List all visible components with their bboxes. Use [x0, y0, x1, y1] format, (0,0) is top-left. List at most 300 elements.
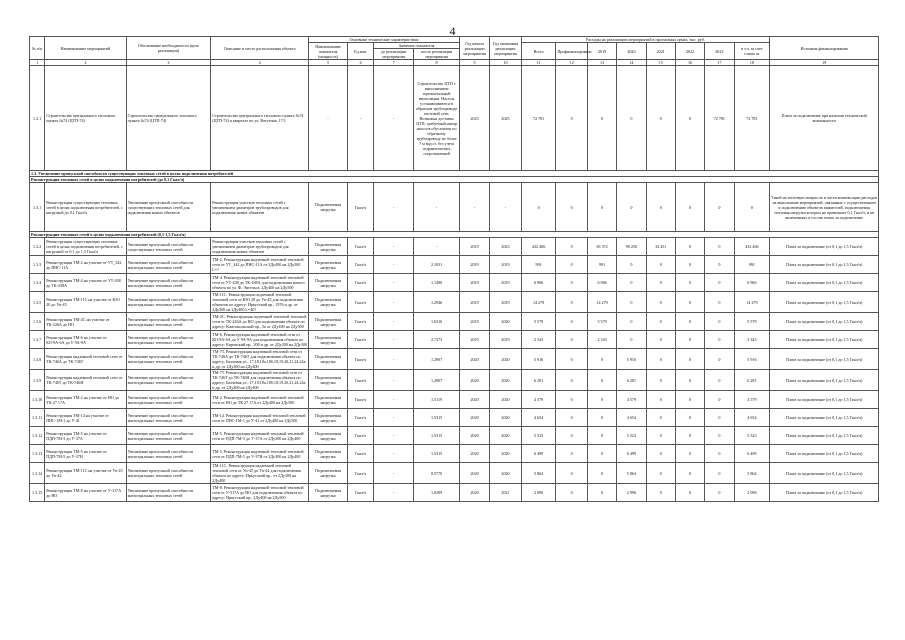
cell-description: ТМ-2. Реконструкция надземной тепловой тепловой сети от НО до ТК 27 17А от 2Ду400 на 2Ду500: [211, 391, 309, 409]
cell-justification: Увеличение пропускной способности магистральных тепловых сетей: [126, 256, 211, 274]
cell-source: Плата за подключение (от 0,1 до 1,5 Гкал/ч): [770, 427, 879, 445]
cell-2019: 5 579: [587, 313, 616, 331]
cell-2023: 0: [705, 183, 734, 232]
cell-year-end: 2019: [490, 292, 521, 313]
col-index: 2: [45, 60, 126, 66]
cell-tech-after: 2,1031: [414, 256, 460, 274]
cell-year-end: 2020: [490, 391, 521, 409]
cell-year-start: -: [459, 183, 489, 232]
cell-tech-unit: Гкал/ч: [348, 183, 374, 232]
cell-source: Плата за подключение (от 0,1 до 1,5 Гкал/ч): [770, 463, 879, 484]
cell-done: 0: [556, 331, 587, 349]
cell-done: 0: [556, 256, 587, 274]
header-justification: Обоснование необходимости (цель реализации): [126, 37, 211, 60]
cell-tech-after: -: [414, 183, 460, 232]
col-index: 10: [490, 60, 521, 66]
cell-tariff: 4 579: [734, 391, 770, 409]
cell-tech-before: -: [374, 427, 414, 445]
cell-year-start: 2023: [459, 66, 489, 171]
cell-2023: 0: [705, 427, 734, 445]
col-index: 14: [617, 60, 646, 66]
cell-2020: 90 250: [617, 238, 646, 256]
cell-justification: Увеличение пропускной способности магистральных тепловых сетей: [126, 331, 211, 349]
table-row: [30, 256, 879, 274]
cell-2021: 0: [646, 313, 675, 331]
cell-year-start: 2020: [459, 463, 489, 484]
cell-year-start: 2019: [459, 238, 489, 256]
cell-tech-name: Подключаемая нагрузка: [308, 331, 347, 349]
header-tech-group: Основные технические характеристики: [308, 37, 459, 43]
cell-tech-name: Подключаемая нагрузка: [308, 183, 347, 232]
cell-source: Плата за подключение (от 0,1 до 1,5 Гкал/ч): [770, 484, 879, 502]
cell-2019: 0: [587, 183, 616, 232]
header-year-end: Год окончания реализации мероприятия: [490, 37, 521, 60]
cell-done: 0: [556, 409, 587, 427]
table-row: [30, 391, 879, 409]
cell-name: Реконструкция ТМ-8 на участке от У-317А до НО: [45, 484, 126, 502]
cell-2023: 0: [705, 313, 734, 331]
cell-tech-name: Подключаемая нагрузка: [308, 463, 347, 484]
cell-source: Плата за подключение при наличии технической возможности: [770, 66, 879, 171]
cell-source: Плата за подключение (от 0,1 до 1,5 Гкал/ч): [770, 370, 879, 391]
cell-done: 0: [556, 391, 587, 409]
cell-tech-unit: Гкал/ч: [348, 484, 374, 502]
cell-tech-name: Подключаемая нагрузка: [308, 409, 347, 427]
cell-source: Плата за подключение (от 0,1 до 1,5 Гкал/ч): [770, 391, 879, 409]
cell-tech-unit: Гкал/ч: [348, 391, 374, 409]
header-year-start: Год начала реализации мероприятия: [459, 37, 489, 60]
cell-tech-after: 1,0299: [414, 484, 460, 502]
cell-tech-name: Подключаемая нагрузка: [308, 256, 347, 274]
cell-description: ТМ-5. Реконструкция надземной тепловой тепловой сети от ПДП-7М-3 до У-37А от 2Ду300 на 2Ду400: [211, 427, 309, 445]
header-2020: 2020: [617, 43, 646, 60]
cell-done: 0: [556, 274, 587, 292]
cell-tech-unit: Гкал/ч: [348, 349, 374, 370]
header-costs-group: Расходы на реализацию мероприятий в прогнозных ценах, тыс. руб.: [521, 37, 770, 43]
cell-tech-unit: Гкал/ч: [348, 292, 374, 313]
cell-tech-before: -: [374, 484, 414, 502]
cell-year-start: 2019: [459, 274, 489, 292]
cell-tariff: 5 523: [734, 427, 770, 445]
cell-description: ТМ-11С. Реконструкция подземной тепловой тепловой сети от ЮО 20 до Уп-45 для подключения объектов по адресу: Иркутский пр., 1976 и др. от 2Ду300 на 2Ду400 L=40?: [211, 292, 309, 313]
table-row: [30, 313, 879, 331]
header-cost-total: Всего: [521, 43, 556, 60]
cell-2019: 2 343: [587, 331, 616, 349]
cell-tech-unit: Гкал/ч: [348, 256, 374, 274]
cell-year-start: 2019: [459, 292, 489, 313]
cell-name: Реконструкция ТМ-11С на участке от ЮО 20 до Уп-45: [45, 292, 126, 313]
table-row: [30, 331, 879, 349]
cell-source: Плата за подключение (от 0,1 до 1,5 Гкал/ч): [770, 274, 879, 292]
cell-num: 1.3.6: [30, 313, 45, 331]
cell-tech-before: -: [374, 256, 414, 274]
cell-2022: 0: [675, 484, 704, 502]
cell-2021: 0: [646, 445, 675, 463]
cell-2023: 0: [705, 445, 734, 463]
cell-year-end: 2020: [490, 313, 521, 331]
cell-2021: 0: [646, 409, 675, 427]
cell-year-end: 2020: [490, 427, 521, 445]
cell-description: Реконструкция участков тепловых сетей с увеличением диаметров трубопроводов для подключения новых объектов: [211, 183, 309, 232]
cell-done: 0: [556, 66, 587, 171]
cell-total: 5 864: [521, 463, 556, 484]
cell-tech-after: 1,5315: [414, 427, 460, 445]
col-index: 5: [308, 60, 347, 66]
cell-justification: Увеличение пропускной способности существующих тепловых сетей для подключения новых объектов: [126, 183, 211, 232]
cell-source: Плата за подключение (от 0,1 до 1,5 Гкал/ч): [770, 256, 879, 274]
cell-2020: 0: [617, 292, 646, 313]
col-index: 11: [521, 60, 556, 66]
cell-description: ТМ-2С. Реконструкция подземной тепловой тепловой сети от ТК-226А до НО для подключения объекта по адресу: Комсомольский пр., 5а от 2Ду400 на 2Ду500: [211, 313, 309, 331]
cell-tech-unit: Гкал/ч: [348, 274, 374, 292]
col-index: 7: [374, 60, 414, 66]
table-row: [30, 427, 879, 445]
cell-2021: 0: [646, 463, 675, 484]
cell-tech-unit: Гкал/ч: [348, 463, 374, 484]
cell-year-end: 2020: [490, 349, 521, 370]
cell-year-start: 2020: [459, 484, 489, 502]
cell-name: Реконструкция существующих тепловых сетей в целях подключения потребителей, с нагрузкой до 0,1 Гкал/ч: [45, 183, 126, 232]
cell-tariff: 72 781: [734, 66, 770, 171]
cell-tech-name: Подключаемая нагрузка: [308, 238, 347, 256]
cell-justification: Увеличение пропускной способности магистральных тепловых сетей: [126, 292, 211, 313]
cell-description: ТМ-2. Реконструкция надземной тепловой тепловой сети от УТ_342 до ПНС-11А от 2Ду400 на 2Ду500 L=?: [211, 256, 309, 274]
cell-tech-name: Подключаемая нагрузка: [308, 292, 347, 313]
cell-tech-before: -: [374, 183, 414, 232]
cell-2019: 0: [587, 370, 616, 391]
cell-done: 0: [556, 292, 587, 313]
header-cost-done: Профинансировано: [556, 43, 587, 60]
header-num: № п/п: [30, 37, 45, 60]
cell-description: Реконструкция участков тепловых сетей с увеличением диаметров трубопроводов для подключения новых объектов: [211, 238, 309, 256]
cell-name: Реконструкция существующих тепловых сетей в целях подключения потребителей, с нагрузкой от 0,1 до 1,5 Гкал/ч: [45, 238, 126, 256]
cell-source: Плата за подключение (от 0,1 до 1,5 Гкал/ч): [770, 349, 879, 370]
cell-tech-before: -: [374, 370, 414, 391]
cell-num: 1.3.9: [30, 370, 45, 391]
col-index: 9: [459, 60, 489, 66]
cell-2021: 0: [646, 391, 675, 409]
cell-2021: 0: [646, 183, 675, 232]
cell-done: 0: [556, 484, 587, 502]
cell-tariff: 4 654: [734, 409, 770, 427]
cell-tech-after: 1,2946: [414, 292, 460, 313]
cell-2019: 0: [587, 391, 616, 409]
cell-tech-unit: Гкал/ч: [348, 313, 374, 331]
cell-justification: Увеличение пропускной способности магистральных тепловых сетей: [126, 484, 211, 502]
cell-num: 1.3.2: [30, 238, 45, 256]
cell-2023: 0: [705, 463, 734, 484]
cell-2022: 0: [675, 66, 704, 171]
cell-2020: 4 654: [617, 409, 646, 427]
cell-year-end: 2020: [490, 445, 521, 463]
table-row: [30, 274, 879, 292]
cell-total: 4 579: [521, 391, 556, 409]
cell-2020: 0: [617, 331, 646, 349]
cell-2022: 0: [675, 409, 704, 427]
cell-description: ТМ-11С. Реконструкция надземной тепловой тепловой сети от Уп-45 до Уп-44 для подключения объекта по адресу: Иркутский пр., от 2Ду300 на 2Ду400: [211, 463, 309, 484]
cell-2021: 0: [646, 274, 675, 292]
table-row: [30, 445, 879, 463]
cell-2019: 991: [587, 256, 616, 274]
section-title: Реконструкция тепловых сетей в целях подключения потребителей (0,1-1,5 Гкал/ч): [30, 232, 879, 238]
cell-source: Плата за подключение (от 0,1 до 1,5 Гкал/ч): [770, 331, 879, 349]
cell-justification: Увеличение пропускной способности магистральных тепловых сетей: [126, 370, 211, 391]
cell-justification: Увеличение пропускной способности магистральных тепловых сетей: [126, 274, 211, 292]
table-row: [30, 238, 879, 256]
cell-2020: 6 499: [617, 445, 646, 463]
cell-tech-before: -: [374, 66, 414, 171]
cell-num: 1.3.15: [30, 484, 45, 502]
cell-2019: 65 372: [587, 238, 616, 256]
cell-tech-before: -: [374, 274, 414, 292]
cell-num: 1.3.14: [30, 463, 45, 484]
cell-tech-unit: Гкал/ч: [348, 331, 374, 349]
cell-2023: 0: [705, 349, 734, 370]
table-row: [30, 183, 879, 232]
cell-year-start: 2020: [459, 370, 489, 391]
cell-tech-after: 1,5315: [414, 409, 460, 427]
cell-year-end: 2023: [490, 238, 521, 256]
cell-tech-before: -: [374, 313, 414, 331]
table-row: [30, 463, 879, 484]
cell-total: 72 781: [521, 66, 556, 171]
cell-2022: 0: [675, 238, 704, 256]
cell-justification: Увеличение пропускной способности магистральных тепловых сетей: [126, 463, 211, 484]
cell-year-end: 2019: [490, 331, 521, 349]
cell-name: Реконструкция ТМ-6 на участке от КО-9А-6А до У 9А-9А: [45, 331, 126, 349]
cell-tech-before: -: [374, 463, 414, 484]
cell-name: Реконструкция ТМ-5 на участке от ПДП-7М-3 до У-37А: [45, 427, 126, 445]
cell-name: Реконструкция надземной тепловой сети от ТК-746Т до ТК-746Н: [45, 370, 126, 391]
cell-done: 0: [556, 183, 587, 232]
cell-2022: 0: [675, 292, 704, 313]
cell-total: 6 966: [521, 274, 556, 292]
table-row: [30, 409, 879, 427]
cell-year-start: 2020: [459, 409, 489, 427]
cell-tech-name: -: [308, 66, 347, 171]
cell-tech-after: 1,2907: [414, 349, 460, 370]
cell-2022: 0: [675, 349, 704, 370]
cell-2022: 0: [675, 256, 704, 274]
table-body: [30, 66, 879, 502]
cell-2020: 0: [617, 256, 646, 274]
cell-2019: 0: [587, 427, 616, 445]
cell-tariff: 2 343: [734, 331, 770, 349]
cell-2020: 0: [617, 183, 646, 232]
cell-total: 6 499: [521, 445, 556, 463]
cell-description: ТМ-7Т. Реконструкция надземной тепловой сети от ТК-746А до ТК-746Т для подключения объекта по адресу: Бахчевая ул., 17,18,18а,18б,18,19,20,21,24,24а и др. от 2Ду300 на 2Ду400: [211, 349, 309, 370]
cell-justification: Увеличение пропускной способности магистральных тепловых сетей: [126, 445, 211, 463]
cell-justification: Увеличение пропускной способности магистральных тепловых сетей: [126, 409, 211, 427]
cell-tech-name: Подключаемая нагрузка: [308, 370, 347, 391]
cell-tariff: 991: [734, 256, 770, 274]
cell-year-end: 2021: [490, 484, 521, 502]
cell-tariff: 5 864: [734, 463, 770, 484]
cell-year-end: -: [490, 183, 521, 232]
page-number: 4: [449, 24, 456, 38]
cell-source: Плата за подключение (от 0,1 до 1,5 Гкал/ч): [770, 238, 879, 256]
cell-2020: 5 864: [617, 463, 646, 484]
cell-2023: 0: [705, 274, 734, 292]
cell-name: Реконструкция ТМ-5 на участке от ПДП-7М-5 до У-37Н: [45, 445, 126, 463]
cell-description: ТМ-14. Реконструкция надземной тепловой тепловой сети от ПНС-1М-1 до У-41 от 2Ду400 на 2Ду500: [211, 409, 309, 427]
cell-source: Плата за подключение (от 0,1 до 1,5 Гкал/ч): [770, 445, 879, 463]
cell-tech-unit: Гкал/ч: [348, 409, 374, 427]
cell-2022: 0: [675, 370, 704, 391]
cell-2022: 0: [675, 463, 704, 484]
cell-done: 0: [556, 349, 587, 370]
investment-program-table: [29, 36, 879, 502]
header-2022: 2022: [675, 43, 704, 60]
cell-tariff: 6 499: [734, 445, 770, 463]
cell-2021: 0: [646, 66, 675, 171]
cell-tech-unit: Гкал/ч: [348, 427, 374, 445]
cell-2020: 5 916: [617, 349, 646, 370]
cell-2023: 72 781: [705, 66, 734, 171]
header-tech-name: Наименование показателя (мощность): [308, 43, 347, 60]
cell-total: 991: [521, 256, 556, 274]
cell-year-start: 2020: [459, 349, 489, 370]
col-index: 8: [414, 60, 460, 66]
cell-2023: 0: [705, 409, 734, 427]
cell-tech-after: -: [414, 238, 460, 256]
cell-description: Строительство центрального теплового пункта №74 (ЦТП-74) в квартале по ул. Ватутина, 17/1: [211, 66, 309, 171]
cell-justification: Увеличение пропускной способности магистральных тепловых сетей: [126, 391, 211, 409]
col-index: 13: [587, 60, 616, 66]
cell-total: 6 281: [521, 370, 556, 391]
cell-2023: 0: [705, 370, 734, 391]
col-index: 1: [30, 60, 45, 66]
header-2019: 2019: [587, 43, 616, 60]
cell-2022: 0: [675, 445, 704, 463]
cell-description: ТМ-7Т. Реконструкция надземной тепловой сети от ТК-746Т до ТК-746Н для подключения объекта по адресу: Бахчевая ул., 17,18,18а,18б,18,19,20,21,24,24а и др. от 2Ду300 на 2Ду400: [211, 370, 309, 391]
cell-2022: 0: [675, 313, 704, 331]
cell-num: 1.3.11: [30, 409, 45, 427]
cell-tariff: 5 916: [734, 349, 770, 370]
cell-tech-unit: Гкал/ч: [348, 370, 374, 391]
cell-tech-name: Подключаемая нагрузка: [308, 427, 347, 445]
cell-num: 1.3.7: [30, 331, 45, 349]
cell-2019: 0: [587, 445, 616, 463]
cell-year-start: 2019: [459, 313, 489, 331]
cell-justification: Увеличение пропускной способности магистральных тепловых сетей: [126, 427, 211, 445]
cell-tech-unit: Гкал/ч: [348, 238, 374, 256]
cell-2019: 0: [587, 409, 616, 427]
cell-done: 0: [556, 313, 587, 331]
cell-done: 0: [556, 238, 587, 256]
cell-2019: 6 966: [587, 274, 616, 292]
cell-tech-before: -: [374, 391, 414, 409]
cell-tariff: 0: [734, 183, 770, 232]
cell-name: Реконструкция ТМ-4 на участке от УТ-438 до ТК-438А: [45, 274, 126, 292]
table-row: [30, 292, 879, 313]
cell-tech-after: 1,2907: [414, 370, 460, 391]
cell-2021: 0: [646, 331, 675, 349]
col-index: 15: [646, 60, 675, 66]
table-row: [30, 349, 879, 370]
cell-tech-before: -: [374, 331, 414, 349]
col-index: 18: [734, 60, 770, 66]
cell-name: Реконструкция ТМ-2 на участке от НО до ТК-27 17А: [45, 391, 126, 409]
cell-total: 2 096: [521, 484, 556, 502]
cell-tech-after: 1,5315: [414, 445, 460, 463]
cell-2022: 0: [675, 391, 704, 409]
cell-tech-after: 2,7373: [414, 331, 460, 349]
cell-tariff: 432 466: [734, 238, 770, 256]
cell-tech-name: Подключаемая нагрузка: [308, 484, 347, 502]
cell-name: Реконструкция надземной тепловой сети от ТК-746А до ТК-746Т: [45, 349, 126, 370]
header-cost-tariff: в т.ч. за счет платы за: [734, 43, 770, 60]
cell-year-start: 2020: [459, 427, 489, 445]
col-index: 19: [770, 60, 879, 66]
cell-description: ТМ-4. Реконструкция надземной тепловой тепловой сети от УТ-438 до ТК-438А для подключения нового объекта по ул. Ф. Энгельса, 2Ду400 на 2Ду500: [211, 274, 309, 292]
cell-name: Реконструкция ТМ-2С на участке от ТК-226А до НО: [45, 313, 126, 331]
cell-source: Плата за подключение (от 0,1 до 1,5 Гкал/ч): [770, 292, 879, 313]
header-2021: 2021: [646, 43, 675, 60]
cell-2020: 5 523: [617, 427, 646, 445]
cell-tariff: 5 579: [734, 313, 770, 331]
cell-year-start: 2019: [459, 256, 489, 274]
cell-2023: 0: [705, 256, 734, 274]
cell-2023: 0: [705, 292, 734, 313]
cell-num: 1.3.8: [30, 349, 45, 370]
cell-year-end: 2020: [490, 409, 521, 427]
cell-2022: 0: [675, 183, 704, 232]
cell-total: 2 343: [521, 331, 556, 349]
cell-tariff: 6 966: [734, 274, 770, 292]
cell-tech-before: -: [374, 349, 414, 370]
cell-2020: 4 579: [617, 391, 646, 409]
cell-source: Плата за подключение (от 0,1 до 1,5 Гкал/ч): [770, 313, 879, 331]
section-title: Реконструкция тепловых сетей в целях подключения потребителей (до 0,1 Гкал/ч): [30, 177, 879, 183]
col-index: 4: [211, 60, 309, 66]
cell-num: 1.2.1: [30, 66, 45, 171]
cell-num: 1.3.3: [30, 256, 45, 274]
header-name: Наименование мероприятий: [45, 37, 126, 60]
cell-tariff: 6 281: [734, 370, 770, 391]
cell-tech-before: -: [374, 238, 414, 256]
cell-name: Реконструкция ТМ-11С на участке от Уп-45 до Уп-44: [45, 463, 126, 484]
cell-tech-after: Строительство ЦТП с выполнением горизонтальной вентиляции. Насосы устанавливаются в обратном трубопроводе тепловой сети. Возможна доставка ЦТП, требуемый напор насосов обусловлен по обратному трубопроводу не более 7 м вод.ст. без учета гидравлических сопротивлений: [414, 66, 460, 171]
cell-done: 0: [556, 427, 587, 445]
cell-total: 432 466: [521, 238, 556, 256]
cell-tech-name: Подключаемая нагрузка: [308, 274, 347, 292]
cell-tech-after: 0,5770: [414, 463, 460, 484]
cell-justification: Увеличение пропускной способности магистральных тепловых сетей: [126, 349, 211, 370]
cell-2021: 0: [646, 292, 675, 313]
cell-year-end: 2025: [490, 66, 521, 171]
cell-2021: 0: [646, 349, 675, 370]
cell-2021: 34 451: [646, 238, 675, 256]
table-row: [30, 370, 879, 391]
cell-tech-before: -: [374, 409, 414, 427]
cell-tech-name: Подключаемая нагрузка: [308, 313, 347, 331]
cell-total: 4 654: [521, 409, 556, 427]
cell-tech-unit: Гкал/ч: [348, 445, 374, 463]
cell-done: 0: [556, 463, 587, 484]
header-source: Источник финансирования: [770, 37, 879, 60]
cell-year-end: 2019: [490, 274, 521, 292]
cell-year-end: 2019: [490, 256, 521, 274]
col-index: 16: [675, 60, 704, 66]
cell-description: ТМ-6. Реконструкция надземной тепловой сети от КО-9А-6А до У 9А-9А для подключения объекта по адресу: Кировский пр., 200 и др. от 2Ду200 на 2Ду300: [212, 332, 307, 347]
cell-num: 1.3.5: [30, 292, 45, 313]
cell-num: 1.3.13: [30, 445, 45, 463]
cell-2021: 0: [646, 370, 675, 391]
cell-2022: 0: [675, 331, 704, 349]
col-index: 17: [705, 60, 734, 66]
cell-total: 5 579: [521, 313, 556, 331]
